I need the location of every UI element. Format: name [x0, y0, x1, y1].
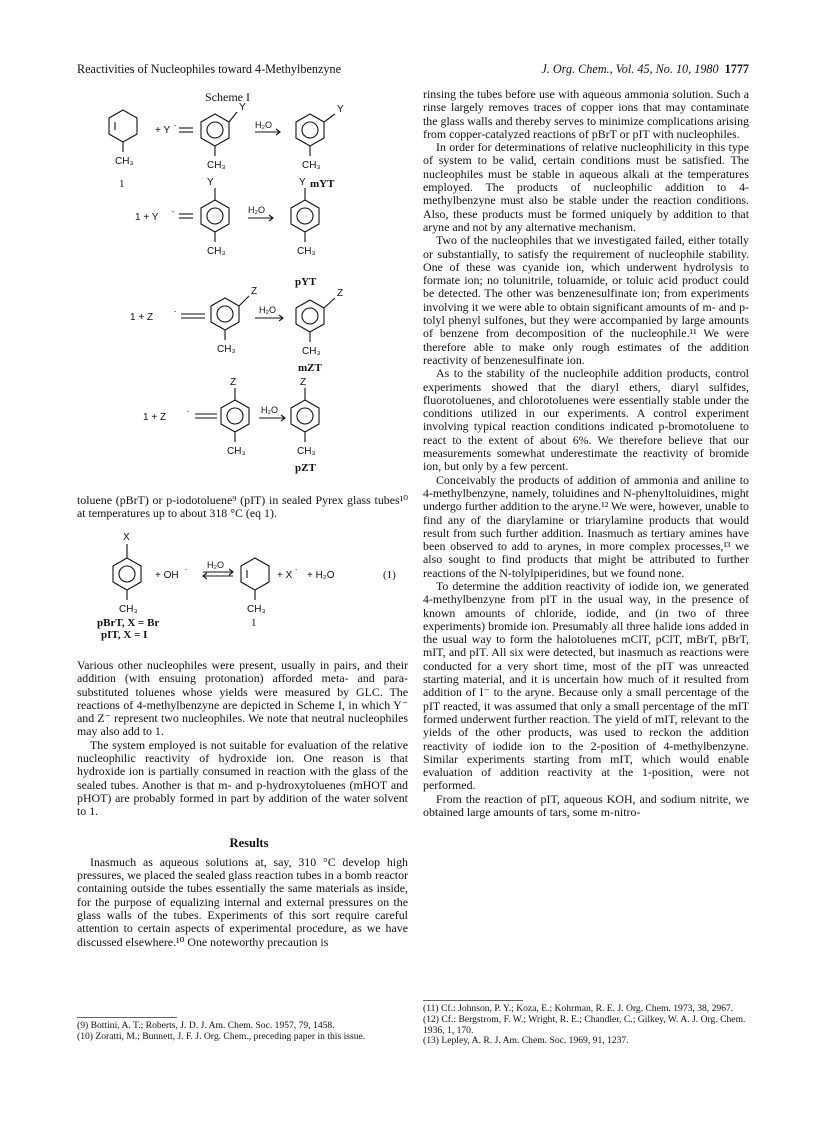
svg-text:CH₃: CH₃ [207, 246, 226, 257]
paragraph-conceivably: Conceivably the products of addition of ammonia and aniline to 4-methylbenzyne, namely, toluidines and N-phenyltoluidines, might undergo further addition to the aryne.¹² We were, however, unable to find any of the diarylamine or triarylamine products that would result from such further addition. Inasmuch as tertiary amines have been observed to add to arynes, in more complex processes,¹³ we also sought to find products that might be attributed to further reactions of the N-tolylpiperidines, but we found none. [423, 472, 749, 580]
paragraph-various: Various other nucleophiles were present, usually in pairs, and their addition (with ensuing protonation) afforded meta- and para-substituted toluenes whose yields were measured by GLC. The reactions of 4-methylbenzyne are depicted in Scheme I, in which Y⁻ and Z⁻ represent two nucleophiles. We note that neutral nucleophiles may also add to 1. [77, 658, 408, 739]
scheme-figure [95, 88, 405, 483]
svg-text:CH₃: CH₃ [227, 446, 246, 457]
footnote-12: (12) Cf.: Bergstrom, F. W.; Wright, R. E.; Chandler, C.; Gilkey, W. A. J. Org. Chem. 1936, 1, 170. [423, 1013, 746, 1036]
svg-text:H₂O: H₂O [248, 205, 265, 215]
svg-text:Y: Y [207, 177, 214, 188]
paragraph-two-nucleophiles: Two of the nucleophiles that we investigated failed, either totally or substantially, to satisfy the requirement of nucleophile stability. One of these was cyanide ion, which underwent hydrolysis to formate ion; no tolunitrile, toluamide, or toluic acid product could be detected. The other was benzenesulfinate ion; from experiments involving it we were able to obtain significant amounts of m- and p-tolyl phenyl sulfones, but they were accompanied by large amounts of benzene from decomposition of the nucleophile.¹¹ We were therefore able to make only rough estimates of the addition reactivity of benzenesulfinate ion. [423, 233, 749, 367]
footnote-11: (11) Cf.: Johnson, P. Y.; Koza, E.; Kohrman, R. E. J. Org. Chem. 1973, 38, 2967. [423, 1003, 734, 1014]
footnote-9: (9) Bottini, A. T.; Roberts, J. D. J. Am. Chem. Soc. 1957, 79, 1458. [77, 1020, 335, 1031]
scheme-title: Scheme I [205, 90, 250, 104]
svg-text:-: - [174, 123, 177, 130]
svg-text:-: - [185, 567, 188, 574]
left-column [77, 494, 408, 521]
benzyne-1-ring [109, 110, 137, 152]
svg-text:CH₃: CH₃ [302, 346, 321, 357]
equation-number: (1) [383, 569, 396, 581]
running-header-journal [541, 62, 749, 77]
footnote-13: (13) Lepley, A. R. J. Am. Chem. Soc. 1969, 91, 1237. [423, 1035, 629, 1047]
paragraph-rinse: rinsing the tubes before use with aqueous ammonia solution. Such a rinse largely removes traces of copper ions that may contaminate the glass walls and thereby serves to minimize complications arising from copper-catalyzed reactions of pBrT or pIT with nucleophiles. [423, 87, 749, 141]
anion-intermediate-ring-2 [201, 188, 229, 242]
footnote-rule-right [423, 1000, 523, 1001]
product-mZT-ring [296, 298, 335, 342]
label-eq-compound-1: 1 [251, 617, 257, 629]
running-header-title: Reactivities of Nucleophiles toward 4-Methylbenzyne [77, 62, 341, 76]
svg-text:1 + Z: 1 + Z [143, 412, 167, 423]
label-pBrT: pBrT, X = Br [97, 617, 160, 629]
svg-text:CH₃: CH₃ [115, 156, 134, 167]
footnote-10: (10) Zoratti, M.; Bunnett, J. F. J. Org. Chem., preceding paper in this issue. [77, 1030, 366, 1042]
svg-text:X: X [123, 532, 130, 543]
svg-text:-: - [174, 309, 177, 316]
journal-citation: J. Org. Chem., Vol. 45, No. 10, 1980 [541, 62, 719, 76]
svg-text:-: - [172, 209, 175, 216]
svg-text:CH₃: CH₃ [302, 160, 321, 171]
svg-text:Y: Y [299, 177, 306, 188]
product-pZT-ring [291, 388, 319, 442]
anion-intermediate-ring-1 [201, 112, 237, 156]
svg-text:Z: Z [337, 288, 344, 299]
svg-text:H₂O: H₂O [259, 305, 276, 315]
svg-text:Z: Z [251, 286, 258, 297]
svg-text:H₂O: H₂O [207, 560, 224, 570]
svg-text:H₂O: H₂O [255, 120, 272, 130]
svg-text:H₂O: H₂O [261, 405, 278, 415]
scheme-drawing [95, 88, 405, 483]
label-pZT: pZT [295, 462, 316, 474]
paragraph-system: The system employed is not suitable for evaluation of the relative nucleophilic reactivity of hydroxide ion. One reason is that hydroxide ion is partially consumed in reaction with the glass of the sealed tubes. Another is that m- and p-hydroxytoluenes (mHOT and pHOT) are probably formed in part by addition of the water solvent to 1. [77, 737, 408, 819]
paragraph-stability: As to the stability of the nucleophile addition products, control experiments showed that the diaryl ethers, diaryl sulfides, fluorotoluenes, and chlorotoluenes were essentially stable under the conditions utilized in our experiments. A control experiment involving typical reaction conditions indicated p-bromotoluene to react to the extent of about 6%. We therefore believe that our measurements somewhat underestimate the reactivity of bromide ion, but only by a few percent. [423, 366, 749, 474]
footnotes-left [77, 1021, 408, 1043]
svg-text:+ H₂O: + H₂O [307, 570, 335, 581]
paragraph-intro: toluene (pBrT) or p-iodotoluene⁹ (pIT) in sealed Pyrex glass tubes¹⁰ at temperatures up to about 318 °C (eq 1). [77, 493, 408, 521]
pBrT-pIT-ring [113, 544, 141, 600]
label-mYT: mYT [310, 178, 335, 190]
svg-text:CH₃: CH₃ [207, 160, 226, 171]
label-pIT: pIT, X = I [101, 629, 148, 641]
svg-text:+ X: + X [277, 570, 293, 581]
svg-text:1 + Y: 1 + Y [135, 212, 159, 223]
svg-text:CH₃: CH₃ [247, 604, 266, 615]
equation-drawing [95, 528, 410, 663]
results-heading: Results [229, 835, 269, 850]
svg-text:Y: Y [239, 102, 246, 113]
left-column-lower [77, 659, 408, 949]
product-pYT-ring [291, 188, 319, 242]
svg-text:CH₃: CH₃ [297, 446, 316, 457]
equation-1-figure [95, 528, 410, 663]
svg-text:CH₃: CH₃ [297, 246, 316, 257]
label-mZT: mZT [298, 362, 322, 374]
footnote-rule-left [77, 1017, 177, 1018]
svg-text:1 + Z: 1 + Z [130, 312, 154, 323]
svg-text:+ OH: + OH [155, 570, 179, 581]
paragraph-results: Inasmuch as aqueous solutions at, say, 310 °C develop high pressures, we placed the sealed glass reaction tubes in a bomb reactor containing outside the tubes essentially the same materials as inside, for the purpose of equalizing internal and external pressures on the glass walls of the tubes. Experiments of this sort require careful attention to certain aspects of experimental procedure, as we have discussed elsewhere.¹⁰ One noteworthy precaution is [77, 854, 408, 949]
anion-intermediate-ring-4 [221, 388, 249, 442]
svg-text:CH₃: CH₃ [119, 604, 138, 615]
anion-intermediate-ring-3 [211, 296, 249, 340]
svg-text:Z: Z [300, 377, 307, 388]
page-number: 1777 [724, 62, 749, 76]
paragraph-koh: From the reaction of pIT, aqueous KOH, and sodium nitrite, we obtained large amounts of tars, some m-nitro- [423, 791, 749, 820]
paragraph-iodide: To determine the addition reactivity of iodide ion, we generated 4-methylbenzyne from pIT in the usual way, in the presence of known amounts of chloride, iodide, and (in two of three experiments) bromide ion. Presumably all three halide ions added in the usual way to form the halotoluenes mClT, pClT, mBrT, pBrT, mIT, and pIT. All six were detected, but inasmuch as reactions were conducted for a very short time, most of the pIT was unreacted starting material, and it is uncertain how much of it resulted from addition of I⁻ to the aryne. Because only a small percentage of the pIT reacted, it was assumed that only a small percentage of the mIT formed underwent further reaction. The yield of mIT, relevant to the yields of the other products, was used to reckon the addition reactivity of iodide ion to the 2-position of 4-methylbenzyne. Similar experiments starting from mIT, which would enable evaluation of addition reactivity at the 1-position, were not performed. [423, 578, 749, 793]
svg-text:Z: Z [230, 377, 237, 388]
svg-text:-: - [187, 409, 190, 416]
right-column [423, 88, 749, 819]
svg-text:+ Y: + Y [155, 125, 171, 136]
svg-text:CH₃: CH₃ [217, 344, 236, 355]
label-compound-1: 1 [119, 178, 125, 190]
svg-text:Y: Y [337, 104, 344, 115]
product-mYT-ring [296, 114, 335, 156]
benzyne-1-ring-eq [241, 558, 269, 600]
paragraph-order: In order for determinations of relative nucleophilicity in this type of system to be valid, certain conditions must be satisfied. The nucleophiles must be stable in aqueous alkali at the temperatures employed. The products of nucleophilic addition to 4-methylbenzyne must also be stable under the reaction conditions. Also, these products must be formed uniquely by addition to that aryne and not by any alternative mechanism. [423, 140, 749, 234]
label-pYT: pYT [295, 276, 317, 288]
svg-text:-: - [295, 567, 298, 574]
footnotes-right [423, 1004, 749, 1047]
